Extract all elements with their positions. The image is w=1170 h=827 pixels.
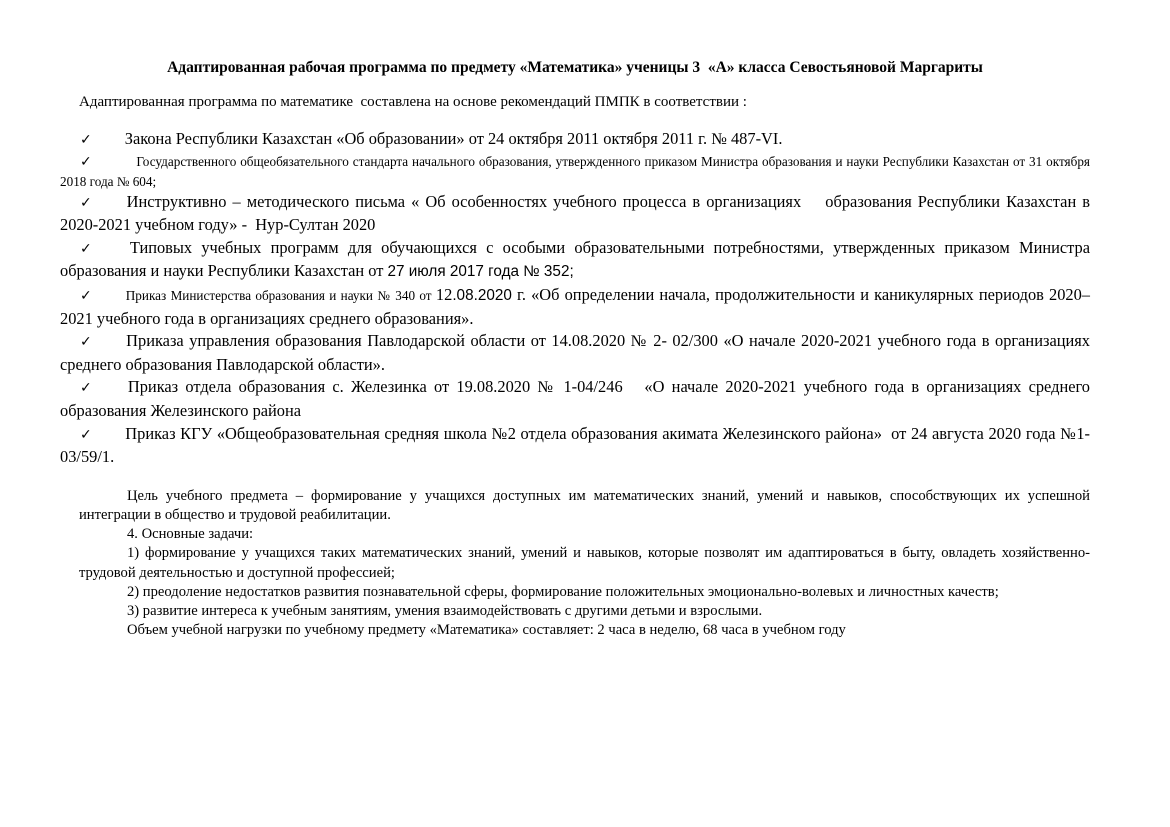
checkmark-icon: ✓ xyxy=(80,194,94,211)
body-paragraph: 4. Основные задачи: xyxy=(127,526,254,543)
checkmark-icon: ✓ xyxy=(80,426,93,443)
body-paragraph: 3) развитие интереса к учебным занятиям, умения взаимодействовать с другими детьми и взрослыми. xyxy=(127,602,763,619)
checklist-item-text: г. «Об определении начала, продолжительности и каникулярных периодов 2020–2021 учебного года в организациях среднего образования». xyxy=(60,284,1091,328)
checklist-item-text: 27 июля 2017 года № 352; xyxy=(387,263,574,281)
checklist-item xyxy=(60,237,1095,284)
checklist-item-text: .08.2020 xyxy=(452,286,512,304)
body-paragraph: 1) формирование у учащихся таких математических знаний, умений и навыков, которые позволят им адаптироваться в быту, овладеть хозяйственно-трудовой деятельностью и доступной профессией; xyxy=(79,545,1090,581)
checklist-item-text: 12 xyxy=(435,284,453,304)
checkmark-icon: ✓ xyxy=(80,287,93,304)
checkmark-icon: ✓ xyxy=(80,334,94,351)
checklist-item xyxy=(60,376,1095,422)
checklist-item xyxy=(60,284,1090,330)
intro-paragraph: Адаптированная программа по математике составлена на основе рекомендаций ПМПК в соответствии : xyxy=(79,94,747,110)
checkmark-icon: ✓ xyxy=(80,380,95,397)
checkmark-icon: ✓ xyxy=(80,132,92,148)
checklist-item-text: Приказа управления образования Павлодарской области от 14.08.2020 № 2- 02/300 «О начале 2020-2021 учебного года в организациях среднего образования Павлодарской области». xyxy=(60,331,1095,374)
checklist-item xyxy=(60,128,1090,152)
body-text xyxy=(60,487,1094,641)
checklist-item xyxy=(60,152,1094,191)
body-paragraph: Объем учебной нагрузки по учебному предмету «Математика» составляет: 2 часа в неделю, 68 часа в учебном году xyxy=(127,622,846,639)
checklist xyxy=(60,128,1095,469)
body-paragraph: 2) преодоление недостатков развития познавательной сферы, формирование положительных эмоционально-волевых и личностных качеств; xyxy=(127,583,999,600)
checklist-item-text: Приказ отдела образования с. Железинка от 19.08.2020 № 1-04/246 «О начале 2020-2021 учебного года в организациях среднего образования Железинского района xyxy=(60,377,1095,420)
checklist-item-text: Закона Республики Казахстан «Об образовании» от 24 октября 2011 октября 2011 г. № 487-VI. xyxy=(124,129,783,148)
checklist-item-text: Типовых учебных программ для обучающихся с особыми образовательными потребностями, утвержденных приказом Министра образования и науки Республики Казахстан от xyxy=(60,237,1095,281)
checklist-item-text: Государственного общеобязательного стандарта начального образования, утвержденного приказом Министра образования и науки Республики Казахстан от 31 октября 2018 года № 604; xyxy=(60,153,1094,189)
checklist-item-text: Приказ Министерства образования и науки № 340 от xyxy=(125,287,436,303)
checkmark-icon: ✓ xyxy=(80,240,97,257)
checkmark-icon: ✓ xyxy=(80,153,93,170)
checklist-item xyxy=(60,330,1095,376)
body-paragraph: Цель учебного предмета – формирование у учащихся доступных им математических знаний, умений и навыков, способствующих их успешной интеграции в общество и трудовой реабилитации. xyxy=(79,487,1094,523)
checklist-item-text: Приказ КГУ «Общеобразовательная средняя школа №2 отдела образования акимата Железинского района» от 24 августа 2020 года №1-03/59/1. xyxy=(60,423,1091,467)
checklist-item xyxy=(60,191,1095,237)
checklist-item xyxy=(60,423,1090,469)
document-title: Адаптированная рабочая программа по предмету «Математика» ученицы 3 «А» класса Севостьяновой Маргариты xyxy=(167,59,983,76)
checklist-item-text: Инструктивно – методического письма « Об особенностях учебного процесса в организациях образования Республики Казахстан в 2020-2021 учебном году» - Нур-Султан 2020 xyxy=(60,191,1095,235)
